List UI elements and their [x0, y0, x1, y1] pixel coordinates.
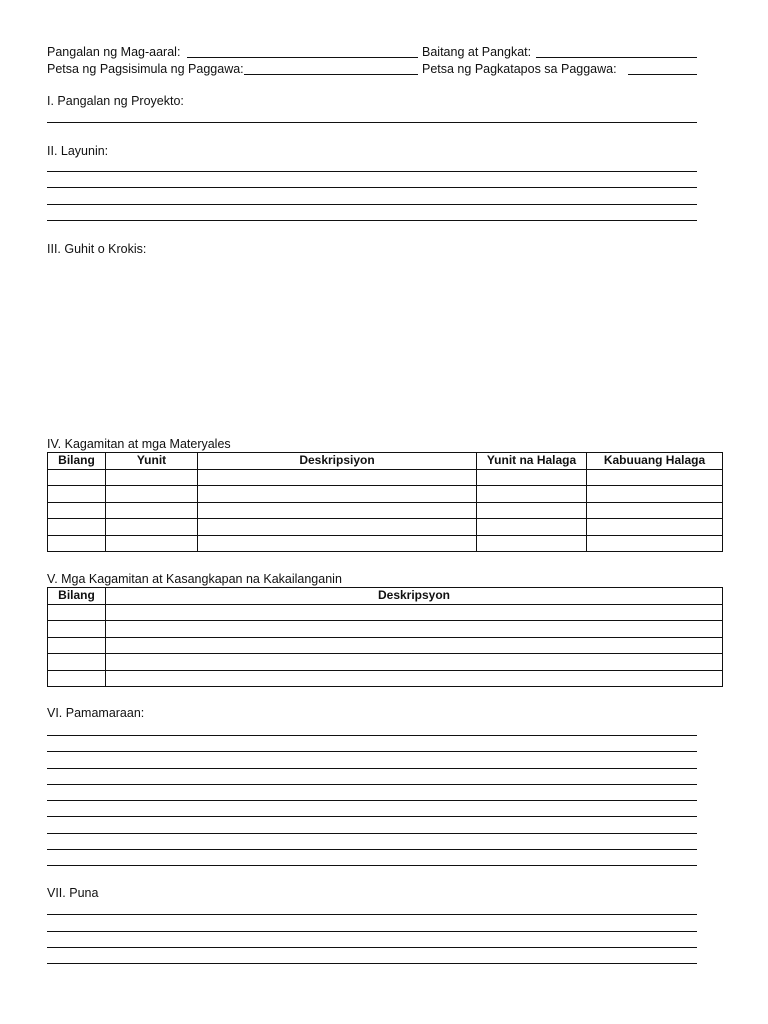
- table-cell[interactable]: [198, 502, 477, 519]
- sketch-area[interactable]: [47, 262, 697, 432]
- table-cell[interactable]: [106, 535, 198, 552]
- end-date-field[interactable]: [628, 74, 697, 75]
- objective-line[interactable]: [47, 204, 697, 205]
- grade-section-field[interactable]: [536, 57, 697, 58]
- procedure-line[interactable]: [47, 735, 697, 736]
- sketch-heading: III. Guhit o Krokis:: [47, 242, 147, 256]
- table-cell[interactable]: [48, 519, 106, 536]
- procedure-line[interactable]: [47, 751, 697, 752]
- project-name-line[interactable]: [47, 122, 697, 123]
- procedure-line[interactable]: [47, 784, 697, 785]
- table-cell[interactable]: [477, 519, 587, 536]
- table-cell[interactable]: [106, 486, 198, 503]
- column-header-kabuuang-halaga: Kabuuang Halaga: [587, 453, 723, 470]
- table-cell[interactable]: [106, 670, 723, 687]
- table-cell[interactable]: [106, 519, 198, 536]
- procedure-line[interactable]: [47, 768, 697, 769]
- table-cell[interactable]: [48, 621, 106, 638]
- table-cell[interactable]: [48, 486, 106, 503]
- student-name-label: Pangalan ng Mag-aaral:: [47, 45, 181, 59]
- column-header-deskripsyon: Deskripsyon: [106, 588, 723, 605]
- start-date-label: Petsa ng Pagsisimula ng Paggawa:: [47, 62, 244, 76]
- column-header-yunit-na-halaga: Yunit na Halaga: [477, 453, 587, 470]
- student-name-field[interactable]: [187, 57, 418, 58]
- tools-table: [47, 587, 723, 687]
- table-row: [48, 469, 723, 486]
- table-row: [48, 670, 723, 687]
- table-cell[interactable]: [477, 535, 587, 552]
- remarks-heading: VII. Puna: [47, 886, 99, 900]
- table-header-row: [48, 588, 723, 605]
- table-cell[interactable]: [587, 519, 723, 536]
- procedure-heading: VI. Pamamaraan:: [47, 706, 145, 720]
- table-cell[interactable]: [198, 469, 477, 486]
- column-header-deskripsiyon: Deskripsiyon: [198, 453, 477, 470]
- table-cell[interactable]: [48, 535, 106, 552]
- table-row: [48, 621, 723, 638]
- column-header-bilang: Bilang: [48, 588, 106, 605]
- table-cell[interactable]: [106, 469, 198, 486]
- table-row: [48, 535, 723, 552]
- table-cell[interactable]: [48, 654, 106, 671]
- remarks-line[interactable]: [47, 914, 697, 915]
- table-row: [48, 519, 723, 536]
- end-date-label: Petsa ng Pagkatapos sa Paggawa:: [422, 62, 617, 76]
- tools-heading: V. Mga Kagamitan at Kasangkapan na Kakailanganin: [47, 572, 342, 586]
- table-cell[interactable]: [48, 469, 106, 486]
- column-header-bilang: Bilang: [48, 453, 106, 470]
- table-cell[interactable]: [477, 502, 587, 519]
- table-cell[interactable]: [106, 637, 723, 654]
- table-cell[interactable]: [106, 621, 723, 638]
- procedure-line[interactable]: [47, 833, 697, 834]
- objective-line[interactable]: [47, 171, 697, 172]
- materials-heading: IV. Kagamitan at mga Materyales: [47, 437, 231, 451]
- objective-heading: II. Layunin:: [47, 144, 109, 158]
- table-cell[interactable]: [587, 486, 723, 503]
- table-cell[interactable]: [48, 670, 106, 687]
- column-header-yunit: Yunit: [106, 453, 198, 470]
- remarks-line[interactable]: [47, 947, 697, 948]
- table-cell[interactable]: [48, 604, 106, 621]
- start-date-field[interactable]: [244, 74, 418, 75]
- table-cell[interactable]: [587, 502, 723, 519]
- table-cell[interactable]: [587, 469, 723, 486]
- table-row: [48, 654, 723, 671]
- table-row: [48, 604, 723, 621]
- grade-section-label: Baitang at Pangkat:: [422, 45, 532, 59]
- remarks-line[interactable]: [47, 963, 697, 964]
- materials-table: [47, 452, 723, 552]
- table-row: [48, 637, 723, 654]
- remarks-line[interactable]: [47, 931, 697, 932]
- table-cell[interactable]: [48, 502, 106, 519]
- procedure-line[interactable]: [47, 849, 697, 850]
- objective-line[interactable]: [47, 187, 697, 188]
- table-cell[interactable]: [106, 654, 723, 671]
- table-row: [48, 486, 723, 503]
- table-cell[interactable]: [106, 604, 723, 621]
- table-cell[interactable]: [477, 469, 587, 486]
- table-cell[interactable]: [198, 486, 477, 503]
- table-row: [48, 502, 723, 519]
- table-cell[interactable]: [587, 535, 723, 552]
- objective-line[interactable]: [47, 220, 697, 221]
- procedure-line[interactable]: [47, 816, 697, 817]
- table-cell[interactable]: [106, 502, 198, 519]
- table-header-row: [48, 453, 723, 470]
- table-cell[interactable]: [198, 535, 477, 552]
- project-name-heading: I. Pangalan ng Proyekto:: [47, 94, 184, 108]
- procedure-line[interactable]: [47, 800, 697, 801]
- table-cell[interactable]: [477, 486, 587, 503]
- table-cell[interactable]: [198, 519, 477, 536]
- procedure-line[interactable]: [47, 865, 697, 866]
- table-cell[interactable]: [48, 637, 106, 654]
